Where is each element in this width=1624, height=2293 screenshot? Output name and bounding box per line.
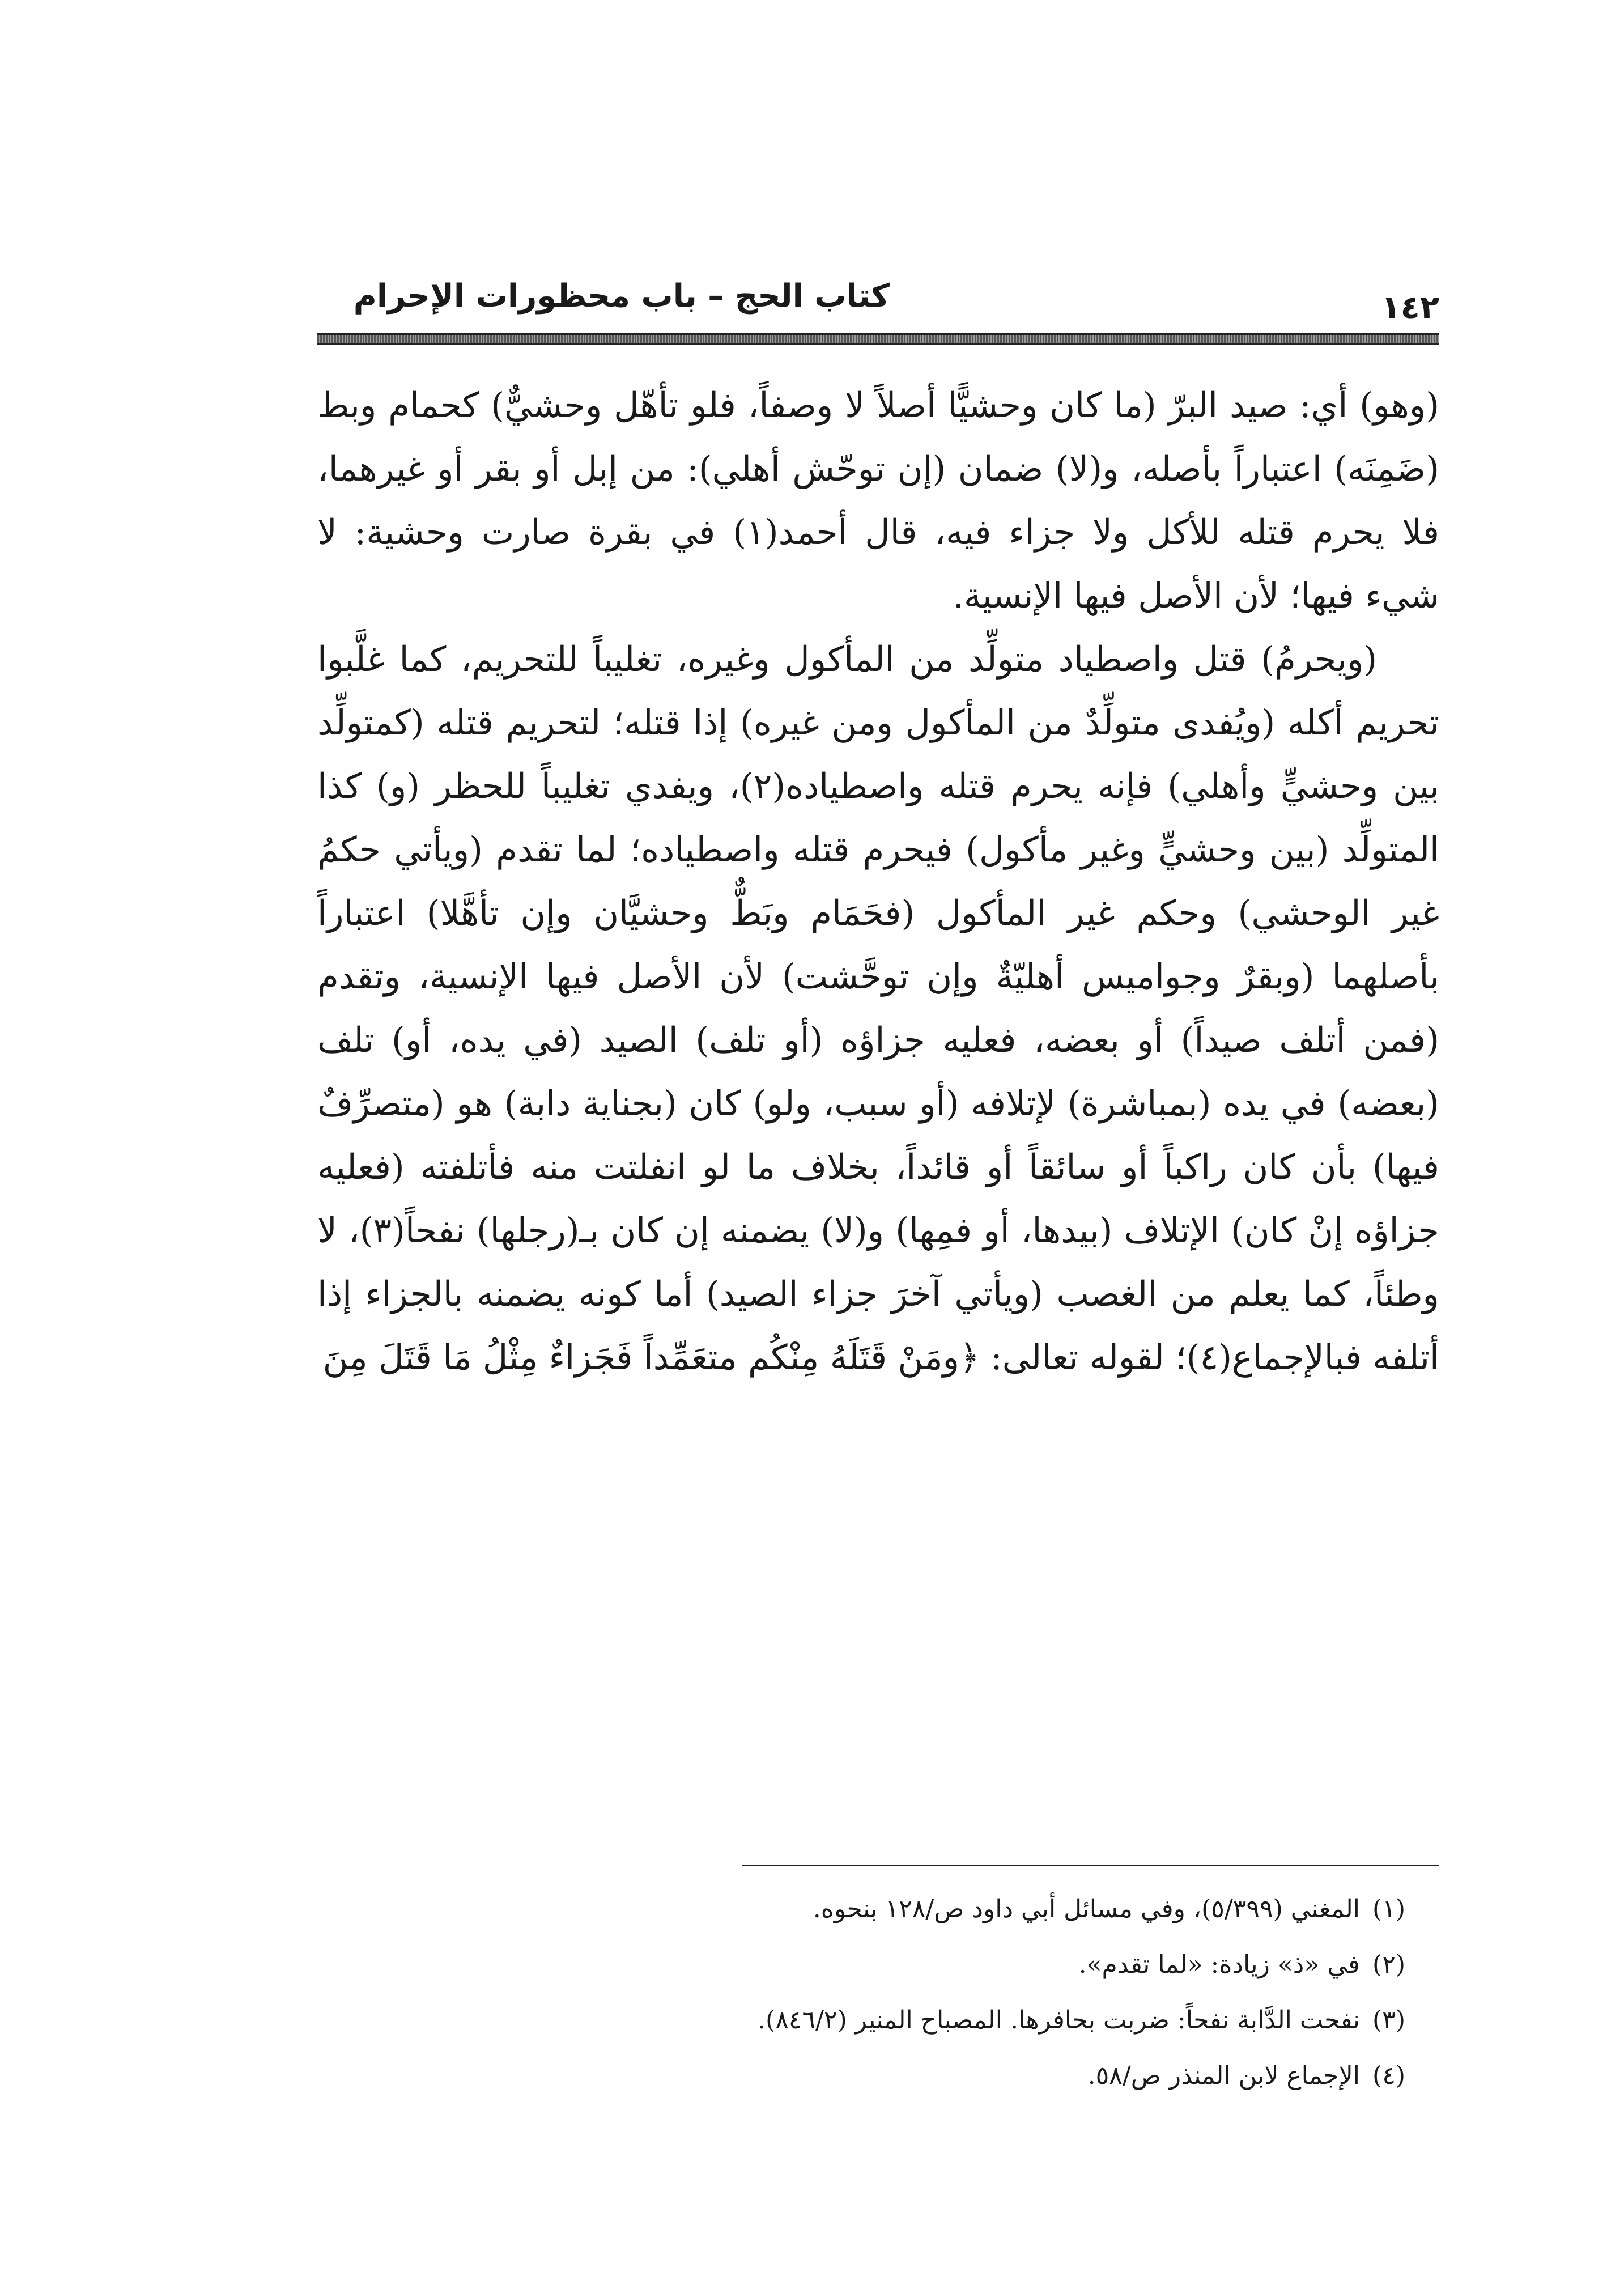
chapter-title: كتاب الحج – باب محظورات الإحرام [353,278,890,315]
footnote-4 [317,2048,1405,2104]
paragraph-1: (وهو) أي: صيد البرّ (ما كان وحشيًّا أصلاً لا وصفاً، فلو تأهّل وحشيٌّ) كحمام وبط (ضَمِنَه) اعتباراً بأصله، و(لا) ضمان (إن توحّش أهلي): من إبل أو بقر أو غيرهما، فلا يحرم قتله للأكل ولا جزاء فيه، قال أحمد(١) في بقرة صارت وحشية: لا شيء فيها؛ لأن الأصل فيها الإنسية. [317,385,1439,616]
footnote-3 [317,1993,1405,2048]
footnote-1 [317,1882,1405,1937]
page-number: ١٤٢ [1381,289,1439,326]
footnote-separator [742,1865,1439,1866]
main-text [317,374,1439,1390]
footnote-2 [317,1937,1405,1993]
footnote-number: (٣) [1372,2006,1405,2035]
header-rule [317,333,1439,345]
footnote-text: في «ذ» زيادة: «لما تقدم». [1078,1950,1361,1979]
paragraph-2: (ويحرمُ) قتل واصطياد متولِّد من المأكول وغيره، تغليباً للتحريم، كما غلَّبوا تحريم أكله (ويُفدى متولِّدٌ من المأكول ومن غيره) إذا قتله؛ لتحريم قتله (كمتولِّد بين وحشيٍّ وأهلي) فإنه يحرم قتله واصطياده(٢)، ويفدي تغليباً للحظر (و) كذا المتولِّد (بين وحشيٍّ وغير مأكول) فيحرم قتله واصطياده؛ لما تقدم (ويأتي حكمُ غير الوحشي) وحكم غير المأكول (فحَمَام وبَطٌّ وحشيَّان وإن تأهَّلا) اعتباراً بأصلهما (وبقرٌ وجواميس أهليّةٌ وإن توحَّشت) لأن الأصل فيها الإنسية، وتقدم (فمن أتلف صيداً) أو بعضه، فعليه جزاؤه (أو تلف) الصيد (في يده، أو) تلف (بعضه) في يده (بمباشرة) لإتلافه (أو سبب، ولو) كان (بجناية دابة) هو (متصرِّفٌ فيها) بأن كان راكباً أو سائقاً أو قائداً، بخلاف ما لو انفلتت منه فأتلفته (فعليه جزاؤه إنْ كان) الإتلاف (بيدها، أو فمِها) و(لا) يضمنه إن كان بـ(رجلها) نفحاً(٣)، لا وطئاً، كما يعلم من الغصب (ويأتي آخرَ جزاء الصيد) أما كونه يضمنه بالجزاء إذا أتلفه فبالإجماع(٤)؛ لقوله تعالى: ﴿ومَنْ قَتَلَهُ مِنْكُم متعَمِّداً فَجَزاءٌ مِثْلُ مَا قَتَلَ مِنَ [317,639,1439,1378]
running-header [317,266,1439,334]
footnote-number: (١) [1372,1895,1405,1923]
footnote-text: المغني (٥/٣٩٩)، وفي مسائل أبي داود ص/١٢٨ بنحوه. [813,1895,1361,1923]
footnote-text: الإجماع لابن المنذر ص/٥٨. [1087,2061,1361,2090]
footnote-text: نفحت الدَّابة نفحاً: ضربت بحافرها. المصباح المنير (٨٤٦/٢). [758,2006,1361,2035]
book-page [317,266,1439,2182]
footnotes [317,1882,1405,2104]
footnote-number: (٢) [1372,1950,1405,1979]
footnote-number: (٤) [1372,2061,1405,2090]
